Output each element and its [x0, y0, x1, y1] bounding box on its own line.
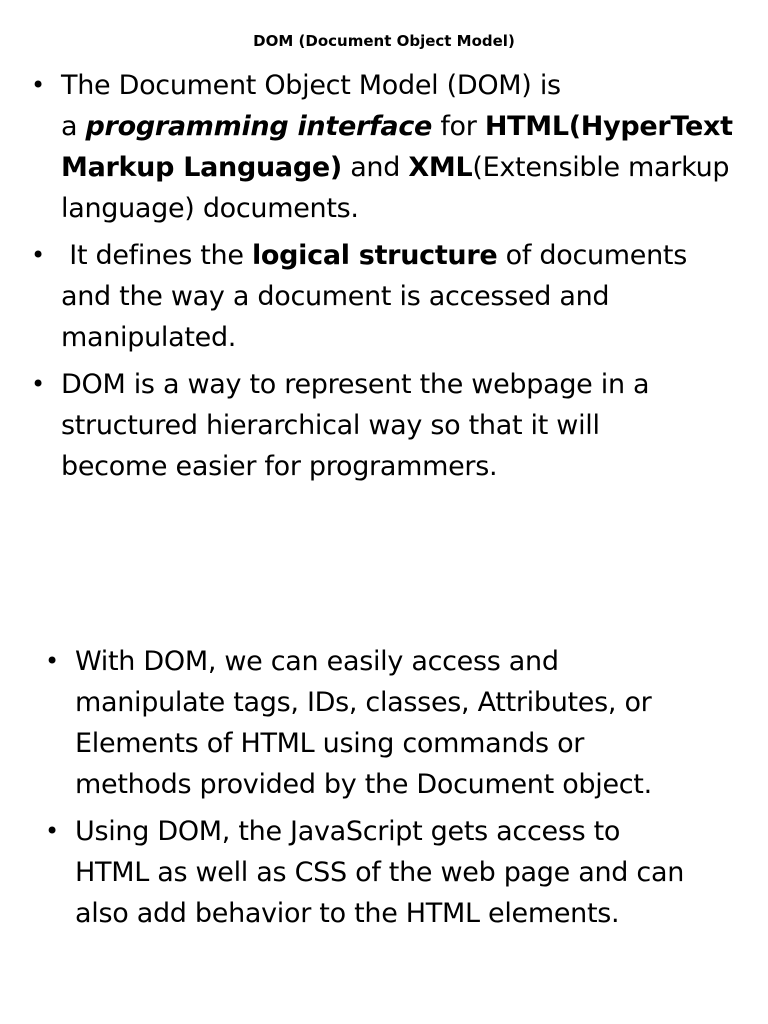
text-line: The Document Object Model (DOM) is [61, 70, 561, 101]
emphasis-programming-interface: programming interface [85, 111, 433, 142]
text-line: Elements of HTML using commands or [75, 728, 585, 759]
bullet-dot-icon: • [31, 241, 45, 269]
emphasis-logical-structure: logical structure [251, 240, 498, 271]
bullet-dot-icon: • [45, 817, 59, 845]
bottom-bullet-list [45, 641, 751, 934]
bullet-dot-icon: • [31, 71, 45, 99]
bullet-dot-icon: • [31, 370, 45, 398]
bullet-item-logical-structure [31, 235, 751, 358]
text-line: DOM is a way to represent the webpage in a [61, 369, 650, 400]
emphasis-html: HTML(HyperText [484, 111, 733, 142]
text-line: manipulate tags, IDs, classes, Attributes, or [75, 687, 652, 718]
text-line: Markup Language) and XML(Extensible markup [61, 152, 730, 183]
emphasis-xml: XML [408, 152, 473, 183]
bullet-item-javascript-access [45, 811, 751, 934]
text-line: language) documents. [61, 193, 359, 224]
text-line: and the way a document is accessed and [61, 281, 610, 312]
bullet-item-dom-access [45, 641, 751, 805]
text-line: It defines the logical structure of documents [61, 240, 687, 271]
text-line: Using DOM, the JavaScript gets access to [75, 816, 621, 847]
bullet-dot-icon: • [45, 647, 59, 675]
text-line: HTML as well as CSS of the web page and can [75, 857, 685, 888]
text-line: become easier for programmers. [61, 451, 498, 482]
text-line: also add behavior to the HTML elements. [75, 898, 620, 929]
bullet-item-representation [31, 364, 751, 487]
text-line: manipulated. [61, 322, 237, 353]
emphasis-markup-language: Markup Language) [61, 152, 342, 183]
slide-title: DOM (Document Object Model) [253, 32, 515, 50]
text-line: methods provided by the Document object. [75, 769, 652, 800]
text-line: structured hierarchical way so that it will [61, 410, 600, 441]
bullet-item-dom-definition [31, 65, 751, 229]
text-line: a programming interface for HTML(HyperText [61, 111, 733, 142]
text-line: With DOM, we can easily access and [75, 646, 559, 677]
top-bullet-list [31, 65, 751, 487]
